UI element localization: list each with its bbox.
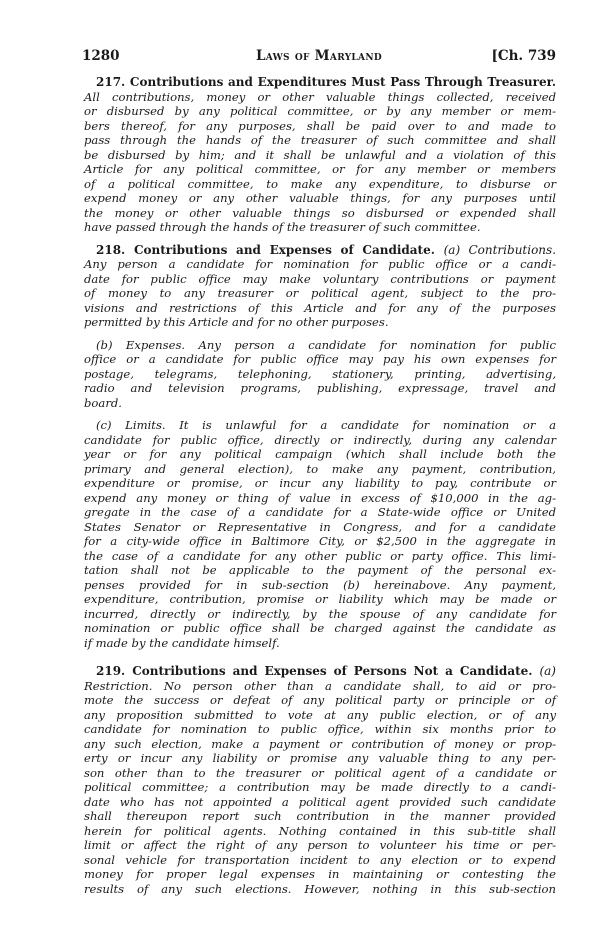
text-line: the money or other valuable things so disbursed or expended shall: [84, 205, 556, 220]
text-line: date for public office may make voluntary contributions or payment: [84, 271, 556, 286]
text-line: results of any such elections. However, nothing in this sub-section: [84, 881, 556, 896]
text-line: herein for political agents. Nothing contained in this sub-title shall: [84, 823, 556, 838]
body-text: [84, 75, 556, 896]
paragraph-a: [84, 243, 556, 330]
paragraph-b: [84, 338, 556, 411]
text-line: penses provided for in sub-section (b) hereinabove. Any payment,: [84, 577, 556, 592]
section-number: 219.: [96, 664, 126, 678]
text-line: nomination or public office shall be charged against the candidate as: [84, 621, 556, 635]
text-line: erty or incur any liability or promise any valuable thing to any per-: [84, 751, 556, 765]
text-line: year or for any political campaign (which shall include both the: [84, 447, 556, 461]
text-line: mote the success or defeat of any political party or principle or of: [84, 693, 556, 707]
text-line: expenditure, contribution, promise or liability which may be made or: [84, 592, 556, 606]
section-title: Contributions and Expenses of Persons Not a Candidate.: [132, 664, 533, 678]
section-number: 217.: [96, 75, 126, 89]
text-line: of a political committee, to make any expenditure, to disburse or: [84, 176, 556, 191]
section-217: [84, 75, 556, 235]
text-line: expenditure or promise, or incur any liability to pay, contribute or: [84, 476, 556, 490]
text-line: candidate for public office, directly or indirectly, during any calendar: [84, 432, 556, 447]
text-line: date who has not appointed a political agent provided such candidate: [84, 794, 556, 809]
section-218: [84, 243, 556, 651]
text-line: if made by the candidate himself.: [84, 635, 280, 650]
chapter-label: [Ch. 739: [491, 48, 556, 64]
text-line: sonal vehicle for transportation incident to any election or to expend: [84, 852, 556, 867]
text-line: of money to any treasurer or political agent, subject to the pro-: [84, 286, 556, 300]
text-line: candidate for nomination to public office, within six months prior to: [84, 722, 556, 736]
text-line: Any person a candidate for nomination for public office or a candi-: [84, 257, 556, 271]
text-line: any such election, make a payment or contribution of money or prop-: [84, 736, 556, 751]
section-heading: [84, 75, 556, 90]
section-number: 218.: [96, 242, 126, 257]
text-line: board.: [84, 395, 122, 410]
text-line: office or a candidate for public office may pay his own expenses for: [84, 352, 556, 366]
page-title: Laws of Maryland: [256, 48, 382, 64]
section-heading: [84, 664, 556, 679]
section-title: Contributions and Expenses of Candidate.: [133, 242, 435, 257]
text-line: for a city-wide office in Baltimore City, or $2,500 in the aggregate in: [84, 534, 556, 548]
text-line: son other than to the treasurer or political agent of a candidate or: [84, 765, 556, 780]
text-line: the case of a candidate for any other public or party office. This limi-: [84, 548, 556, 563]
text-line: or disbursed by any political committee, or by any member or mem-: [84, 104, 556, 118]
page-number: 1280: [82, 48, 120, 64]
text-line: bers thereof, for any purposes, shall be paid over to and made to: [84, 118, 556, 133]
text-line: visions and restrictions of this Article and for any of the purposes: [84, 300, 556, 315]
text-line: expend any money or thing of value in excess of $10,000 in the ag-: [84, 490, 556, 505]
text-line: radio and television programs, publishing, expressage, travel and: [84, 381, 556, 395]
text-line: have passed through the hands of the treasurer of such committee.: [84, 220, 481, 234]
text-line: incurred, directly or indirectly, by the spouse of any candidate for: [84, 606, 556, 621]
text-line: political committee; a contribution may be made directly to a candi-: [84, 780, 556, 794]
text-line: gregate in the case of a candidate for a State-wide office or United: [84, 505, 556, 519]
text-line: (c) Limits. It is unlawful for a candidate for nomination or a: [96, 418, 556, 432]
text-line: Restriction. No person other than a candidate shall, to aid or pro-: [84, 678, 556, 693]
text-line: money for proper legal expenses in maintaining or contesting the: [84, 867, 556, 881]
text-line: expend money or any other valuable things, for any purposes until: [84, 191, 556, 205]
text-line: Article for any political committee, or for any member or members: [84, 162, 556, 176]
subsection-label: (a) Contributions.: [443, 242, 557, 257]
section-title: Contributions and Expenditures Must Pass Through Treasurer.: [129, 75, 556, 89]
text-line: States Senator or Representative in Congress, and for a candidate: [84, 519, 556, 534]
text-line: shall thereupon report such contribution in the manner provided: [84, 809, 556, 823]
running-header: [82, 48, 556, 66]
text-line: any proposition submitted to vote at any public election, or of any: [84, 707, 556, 722]
text-line: postage, telegrams, telephoning, stationery, printing, advertising,: [84, 366, 556, 381]
text-line: pass through the hands of the treasurer of such committee and shall: [84, 133, 556, 147]
paragraph-a: [84, 664, 556, 896]
text-line: be disbursed by him; and it shall be unlawful and a violation of this: [84, 147, 556, 162]
text-line: primary and general election), to make any payment, contribution,: [84, 461, 556, 476]
text-line: (b) Expenses. Any person a candidate for nomination for public: [96, 337, 556, 352]
text-line: permitted by this Article and for no other purposes.: [84, 315, 389, 329]
text-line: limit or affect the right of any person to volunteer his time or per-: [84, 838, 556, 852]
section-heading: [84, 243, 556, 258]
paragraph: [84, 90, 556, 235]
text-line: tation shall not be applicable to the payment of the personal ex-: [84, 563, 556, 577]
paragraph-c: [84, 418, 556, 650]
section-219: [84, 664, 556, 896]
text-line: All contributions, money or other valuable things collected, received: [84, 89, 556, 104]
subsection-label: (a): [539, 664, 556, 678]
